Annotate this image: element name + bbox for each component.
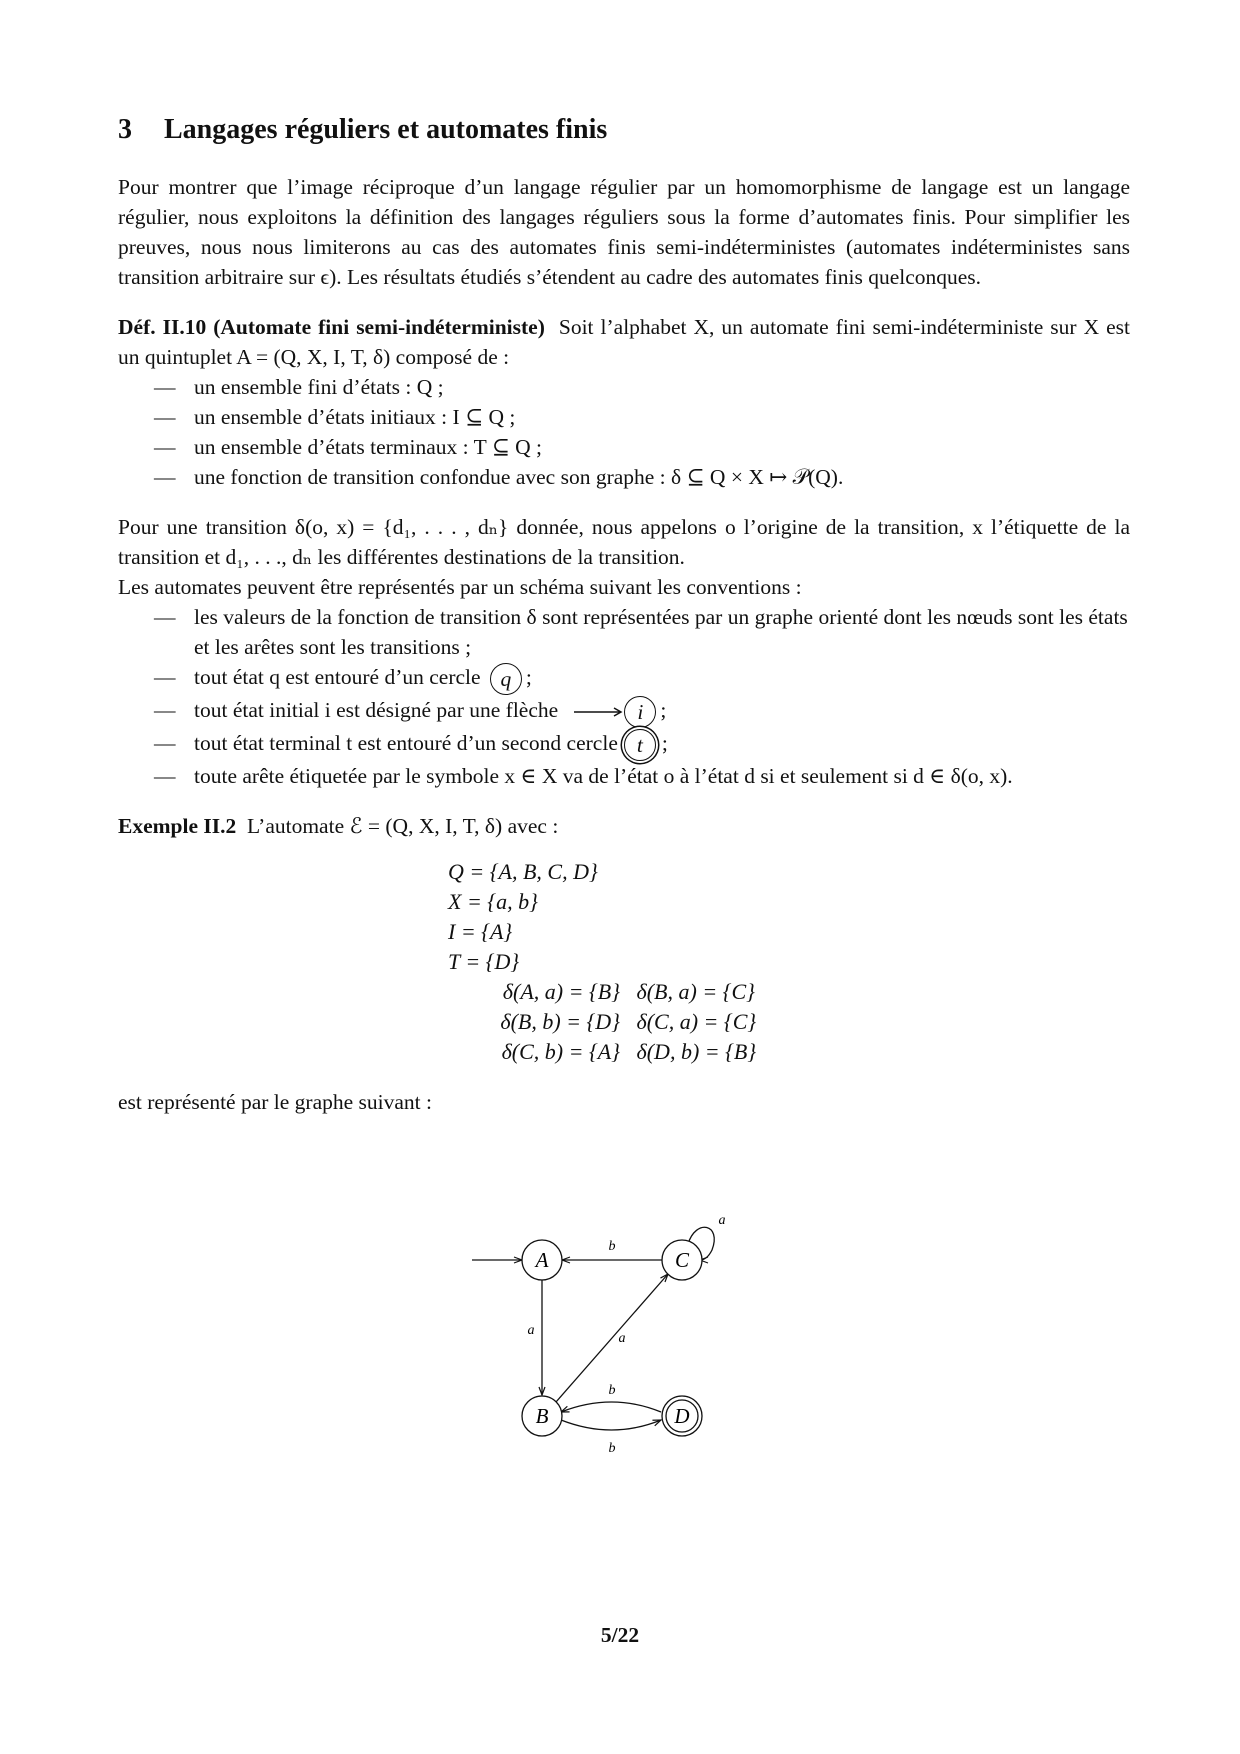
definition-item: — un ensemble fini d’états : Q ; <box>154 375 444 399</box>
convention-item: — les valeurs de la fonction de transition δ sont représentées par un graphe orienté dont les nœuds sont les états et les arêtes sont les transitions ; <box>154 605 1128 659</box>
math-line: I = {A} <box>448 919 513 945</box>
definition-text: Soit l’alphabet X, un automate fini semi-indéterministe sur X est un quintuplet A = (Q, X, I, T, δ) composé de : <box>118 315 1130 369</box>
edge-label-a-b: a <box>527 1323 535 1338</box>
edge-label-c-c: a <box>718 1213 726 1228</box>
example-text: L’automate ℰ = (Q, X, I, T, δ) avec : <box>247 814 559 839</box>
definition-item: — un ensemble d’états terminaux : T ⊆ Q ; <box>154 435 543 459</box>
example-paragraph <box>118 811 1130 841</box>
edge-label-b-c: a <box>618 1331 626 1346</box>
terminal-state-symbol: t <box>624 729 656 761</box>
math-line: Q = {A, B, C, D} <box>448 859 598 885</box>
conventions-list <box>118 602 1130 791</box>
initial-state-symbol: i <box>624 696 656 728</box>
section-title: Langages réguliers et automates finis <box>164 114 608 145</box>
math-pair: δ(C, b) = {A} δ(D, b) = {B} <box>501 1039 757 1065</box>
math-line: T = {D} <box>448 949 520 975</box>
page-number: 5/22 <box>600 1623 640 1647</box>
state-d-label: D <box>674 1404 690 1428</box>
definition-paragraph <box>118 312 1130 372</box>
transition-paragraph: Pour une transition δ(o, x) = {d₁, . . . , dₙ} donnée, nous appelons o l’origine de la transition, x l’étiquette de la transition et d₁, . . ., dₙ les différentes destinations de la transition. <box>118 515 1130 569</box>
automaton-graph <box>460 1200 760 1460</box>
state-b-label: B <box>535 1404 549 1428</box>
convention-item: — tout état terminal t est entouré d’un second cercle t ; <box>154 728 1130 761</box>
example-math <box>448 857 1130 1067</box>
initial-arrow-icon <box>574 706 624 718</box>
conventions-intro: Les automates peuvent être représentés par un schéma suivant les conventions : <box>118 575 802 599</box>
math-pair: δ(B, b) = {D} δ(C, a) = {C} <box>500 1009 757 1035</box>
page-content <box>118 112 1130 1117</box>
section-heading <box>118 112 1130 148</box>
example-label: Exemple II.2 <box>118 814 237 839</box>
edge-b-d <box>561 1420 661 1430</box>
math-pair: δ(A, a) = {B} δ(B, a) = {C} <box>502 979 755 1005</box>
convention-item: — tout état q est entouré d’un cercle q ; <box>154 662 1130 695</box>
state-c-label: C <box>674 1248 690 1272</box>
state-a-label: A <box>535 1248 549 1272</box>
definition-item: — une fonction de transition confondue avec son graphe : δ ⊆ Q × X ↦ 𝒫(Q). <box>154 465 844 489</box>
convention-item: — tout état initial i est désigné par une flèche i ; <box>154 695 1130 728</box>
definition-item: — un ensemble d’états initiaux : I ⊆ Q ; <box>154 405 516 429</box>
state-circle-symbol: q <box>490 663 522 695</box>
convention-item: — toute arête étiquetée par le symbole x ∈ X va de l’état o à l’état d si et seulement si d ∈ δ(o, x). <box>154 764 1013 789</box>
example-after: est représenté par le graphe suivant : <box>118 1090 433 1115</box>
section-number: 3 <box>118 114 132 145</box>
edge-label-d-b: b <box>608 1383 616 1398</box>
definition-list <box>118 372 1130 492</box>
definition-label: Déf. II.10 (Automate fini semi-indéterministe) <box>118 315 545 339</box>
edge-label-b-d: b <box>608 1441 616 1456</box>
edge-d-b <box>561 1402 661 1412</box>
intro-paragraph: Pour montrer que l’image réciproque d’un langage régulier par un homomorphisme de langage est un langage régulier, nous exploitons la définition des langages réguliers sous la forme d’automates finis. Pour simplifier les preuves, nous nous limiterons au cas des automates finis semi-indéterministes (automates indéterministes sans transition arbitraire sur ϵ). Les résultats étudiés s’étendent au cadre des automates finis quelconques. <box>118 175 1130 289</box>
edge-label-c-a: b <box>608 1239 616 1254</box>
math-line: X = {a, b} <box>448 889 538 915</box>
